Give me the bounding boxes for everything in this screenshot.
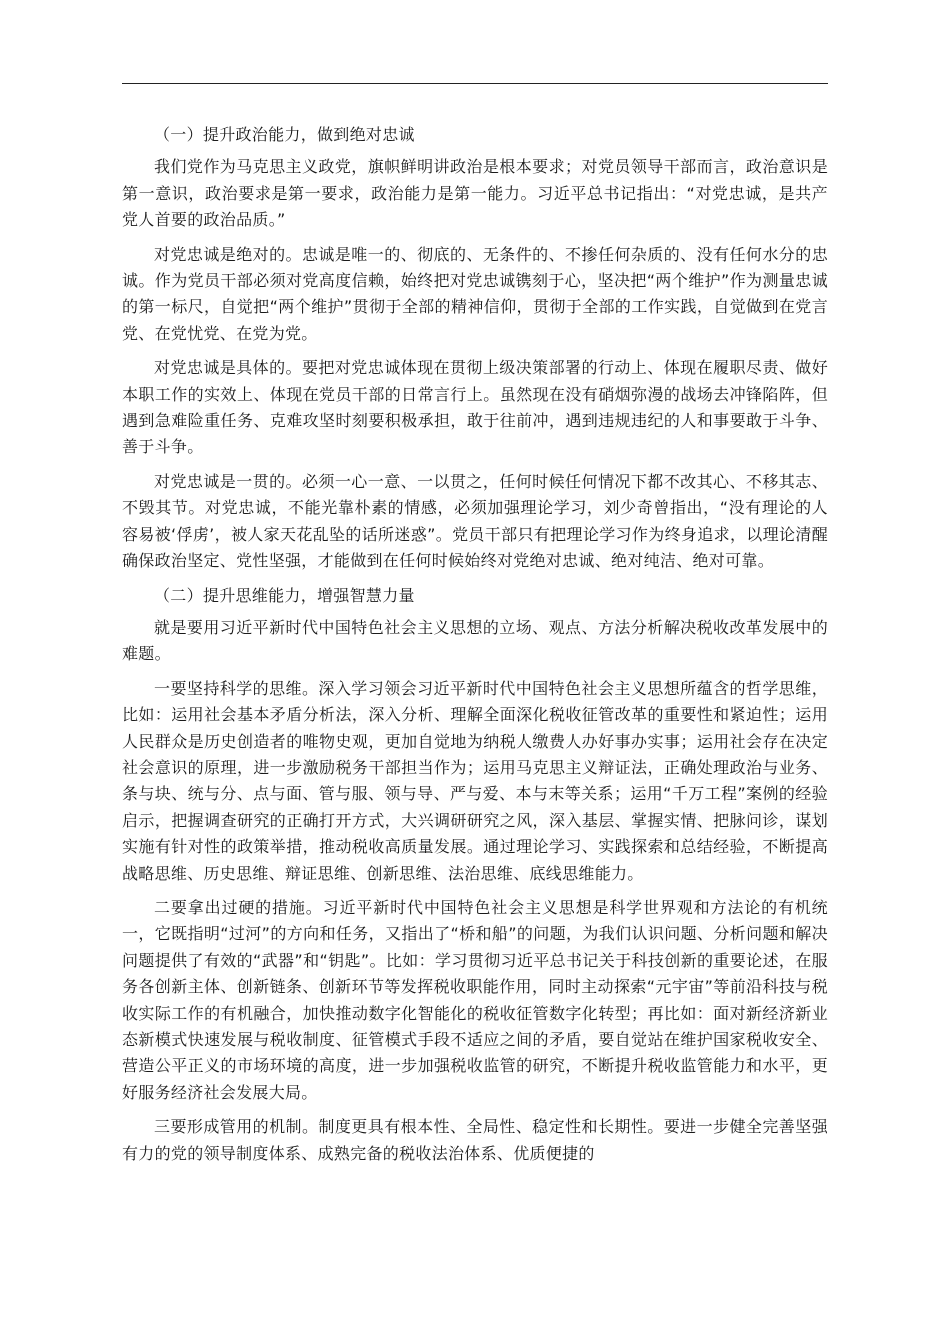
- paragraph-intro: 我们党作为马克思主义政党，旗帜鲜明讲政治是根本要求；对党员领导干部而言，政治意识是第一意识，政治要求是第一要求，政治能力是第一能力。习近平总书记指出：“对党忠诚，是共产党人首要的政治品质。”: [122, 157, 828, 230]
- paragraph-loyalty-specific: 对党忠诚是具体的。要把对党忠诚体现在贯彻上级决策部署的行动上、体现在履职尽责、做好本职工作的实效上、体现在党员干部的日常言行上。虽然现在没有硝烟弥漫的战场去冲锋陷阵，但遇到急难险重任务、克难攻坚时刻要积极承担，敢于往前冲，遇到违规违纪的人和事要敢于斗争、善于斗争。: [122, 358, 828, 457]
- header-rule: [122, 83, 828, 84]
- paragraph-loyalty-consistent: 对党忠诚是一贯的。必须一心一意、一以贯之，任何时候任何情况下都不改其心、不移其志、不毁其节。对党忠诚，不能光靠朴素的情感，必须加强理论学习，刘少奇曾指出，“没有理论的人容易被‘俘虏’，被人家天花乱坠的话所迷惑”。党员干部只有把理论学习作为终身追求，以理论清醒确保政治坚定、党性坚强，才能做到在任何时候始终对党绝对忠诚、绝对纯洁、绝对可靠。: [122, 471, 828, 571]
- paragraph-loyalty-absolute: 对党忠诚是绝对的。忠诚是唯一的、彻底的、无条件的、不掺任何杂质的、没有任何水分的忠诚。作为党员干部必须对党高度信赖，始终把对党忠诚镌刻于心，坚决把“两个维护”作为测量忠诚的第一标尺，自觉把“两个维护”贯彻于全部的精神信仰，贯彻于全部的工作实践，自觉做到在党言党、在党忧党、在党为党。: [122, 244, 828, 343]
- section-heading-1: （一）提升政治能力，做到绝对忠诚: [154, 125, 415, 144]
- paragraph-effective-mechanism: 三要形成管用的机制。制度更具有根本性、全局性、稳定性和长期性。要进一步健全完善坚强有力的党的领导制度体系、成熟完备的税收法治体系、优质便捷的: [122, 1117, 828, 1163]
- section-heading-2: （二）提升思维能力，增强智慧力量: [154, 585, 415, 605]
- paragraph-solid-measures: 二要拿出过硬的措施。习近平新时代中国特色社会主义思想是科学世界观和方法论的有机统一，它既指明“过河”的方向和任务，又指出了“桥和船”的问题，为我们认识问题、分析问题和解决问题提供了有效的“武器”和“钥匙”。比如：学习贯彻习近平总书记关于科技创新的重要论述，在服务各创新主体、创新链条、创新环节等发挥税收职能作用，同时主动探索“元宇宙”等前沿科技与税收实际工作的有机融合，加快推动数字化智能化的税收征管数字化转型；再比如：面对新经济新业态新模式快速发展与税收制度、征管模式手段不适应之间的矛盾，要自觉站在维护国家税收安全、营造公平正义的市场环境的高度，进一步加强税收监管的研究，不断提升税收监管能力和水平，更好服务经济社会发展大局。: [122, 897, 828, 1102]
- document-body: [122, 122, 828, 1175]
- paragraph-scientific-thinking: 一要坚持科学的思维。深入学习领会习近平新时代中国特色社会主义思想所蕴含的哲学思维，比如：运用社会基本矛盾分析法，深入分析、理解全面深化税收征管改革的重要性和紧迫性；运用人民群众是历史创造者的唯物史观，更加自觉地为纳税人缴费人办好事办实事；运用社会存在决定社会意识的原理，进一步激励税务干部担当作为；运用马克思主义辩证法，正确处理政治与业务、条与块、统与分、点与面、管与服、领与导、严与爱、本与末等关系；运用“千万工程”案例的经验启示，把握调查研究的正确打开方式，大兴调研研究之风，深入基层、掌握实情、把脉问诊，谋划实施有针对性的政策举措，推动税收高质量发展。通过理论学习、实践探索和总结经验，不断提高战略思维、历史思维、辩证思维、创新思维、法治思维、底线思维能力。: [122, 678, 828, 883]
- paragraph-thinking-intro: 就是要用习近平新时代中国特色社会主义思想的立场、观点、方法分析解决税收改革发展中的难题。: [122, 617, 828, 664]
